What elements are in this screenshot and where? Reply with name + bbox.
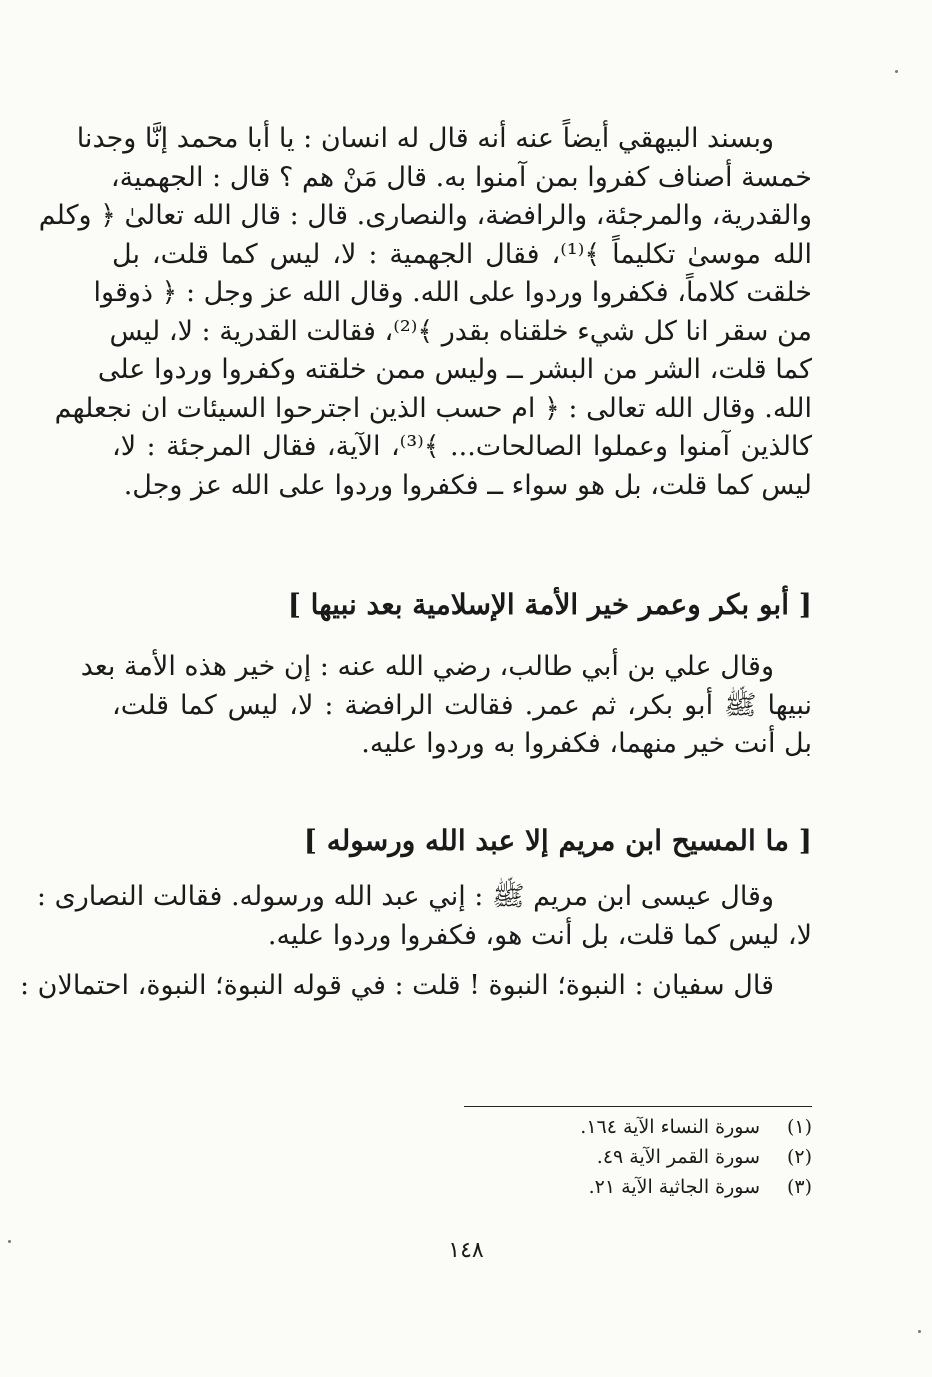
- paragraph-3-line: لا، ليس كما قلت، بل أنت هو، فكفروا وردوا عليه.: [267, 919, 812, 951]
- footnote-item: [464, 1172, 812, 1202]
- paragraph-3-line: وقال عيسى ابن مريم ﷺ : إني عبد الله ورسوله. فقالت النصارى :: [36, 881, 774, 912]
- footnote-item: [464, 1112, 812, 1142]
- footnote-number: (٣): [786, 1176, 812, 1198]
- scan-speck: [895, 70, 898, 73]
- paragraph-3-line: قال سفيان : النبوة؛ النبوة ! قلت : في قوله النبوة؛ النبوة، احتمالان :: [19, 970, 774, 1001]
- paragraph-1-line: والقدرية، والمرجئة، والرافضة، والنصارى. قال : قال الله تعالىٰ ﴿ وكلم: [38, 200, 812, 231]
- paragraph-1-line: وبسند البيهقي أيضاً عنه أنه قال له انسان : يا أبا محمد إنَّا وجدنا: [76, 123, 774, 154]
- footnote-number: (١): [786, 1116, 812, 1138]
- footnote-text: سورة الجاثية الآية ٢١.: [588, 1176, 760, 1198]
- paragraph-1-line: كالذين آمنوا وعملوا الصالحات... ﴾⁽³⁾، الآية، فقال المرجئة : لا،: [112, 431, 813, 462]
- paragraph-3: [19, 878, 812, 1006]
- paragraph-1-line: خلقت كلاماً، فكفروا وردوا على الله. وقال الله عز وجل : ﴿ ذوقوا: [93, 277, 812, 308]
- section-heading-messiah: [ ما المسيح ابن مريم إلا عبد الله ورسوله ]: [303, 824, 812, 857]
- footnote-item: [464, 1142, 812, 1172]
- paragraph-1-line: ليس كما قلت، بل هو سواء ــ فكفروا وردوا على الله عز وجل.: [123, 469, 812, 501]
- paragraph-2: [80, 648, 812, 764]
- footnote-text: سورة النساء الآية ١٦٤.: [580, 1116, 760, 1138]
- footnote-number: (٢): [786, 1146, 812, 1168]
- paragraph-2-line: وقال علي بن أبي طالب، رضي الله عنه : إن خير هذه الأمة بعد: [80, 651, 774, 682]
- paragraph-1-line: الله. وقال الله تعالى : ﴿ ام حسب الذين اجترحوا السيئات ان نجعلهم: [54, 392, 812, 424]
- footnotes: [464, 1112, 812, 1202]
- paragraph-2-line: نبيها ﷺ أبو بكر، ثم عمر. فقالت الرافضة : لا، ليس كما قلت،: [112, 689, 812, 721]
- section-heading-abu-bakr-umar: [ أبو بكر وعمر خير الأمة الإسلامية بعد نبيها ]: [287, 588, 812, 621]
- paragraph-1-line: من سقر انا كل شيء خلقناه بقدر ﴾⁽²⁾، فقالت القدرية : لا، ليس: [109, 315, 812, 347]
- paragraph-1: [38, 120, 813, 505]
- paragraph-2-line: بل أنت خير منهما، فكفروا به وردوا عليه.: [361, 728, 812, 759]
- scan-speck: [918, 1330, 921, 1333]
- paragraph-1-line: الله موسىٰ تكليماً ﴾⁽¹⁾، فقال الجهمية : لا، ليس كما قلت، بل: [112, 238, 812, 270]
- scan-speck: [8, 1240, 11, 1243]
- paragraph-1-line: كما قلت، الشر من البشر ــ وليس ممن خلقته وكفروا وردوا على: [97, 354, 812, 385]
- page-number: ١٤٨: [448, 1238, 484, 1263]
- paragraph-1-line: خمسة أصناف كفروا بمن آمنوا به. قال مَنْ هم ؟ قال : الجهمية،: [110, 161, 812, 193]
- footnote-text: سورة القمر الآية ٤٩.: [596, 1146, 760, 1168]
- footnote-divider: [464, 1106, 812, 1107]
